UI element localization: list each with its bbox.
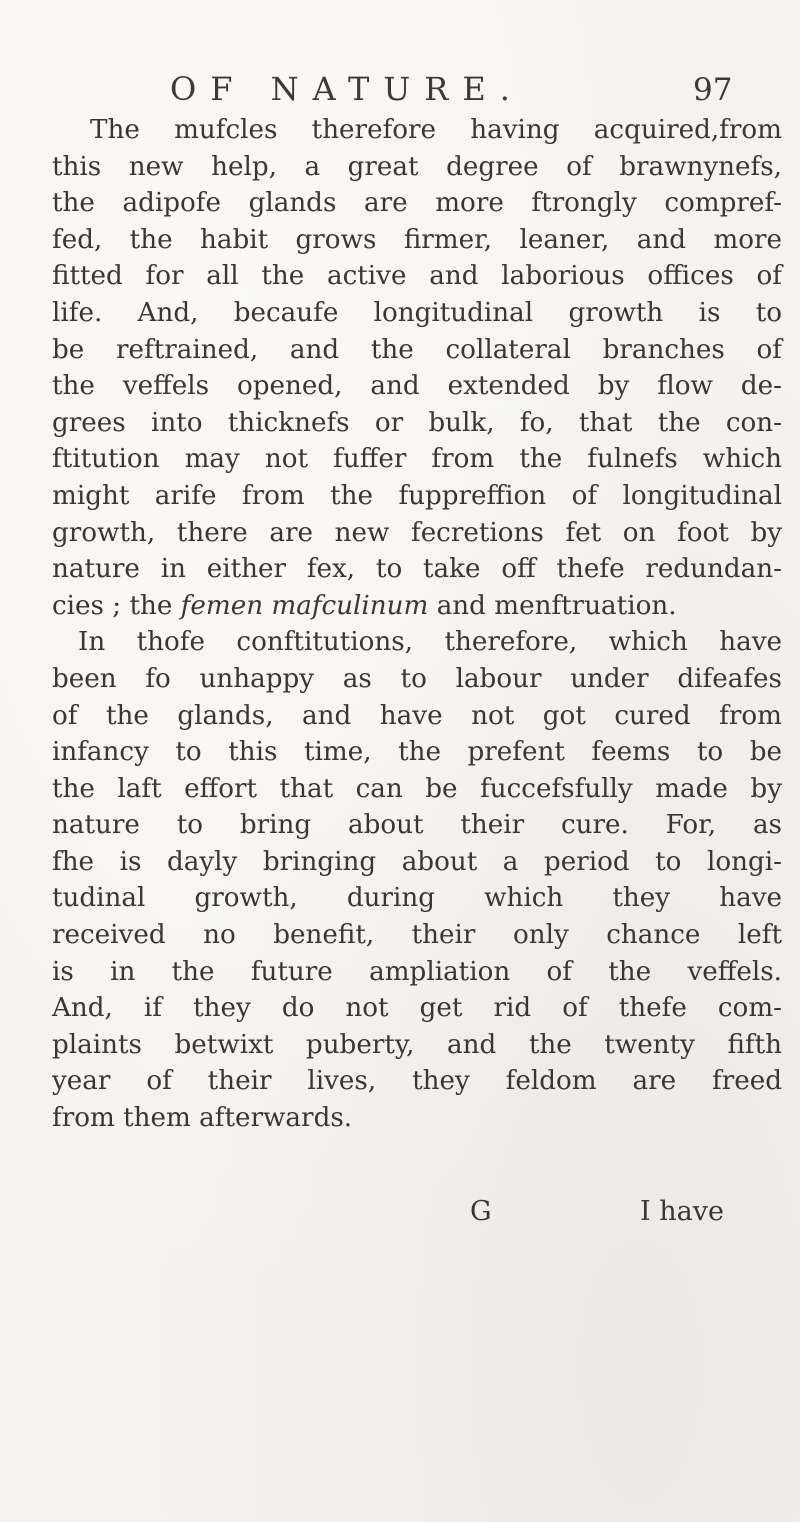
running-head-title: OF NATURE.	[170, 70, 524, 108]
text-line: nature to bring about their cure. For, as	[52, 810, 782, 841]
body-text	[52, 112, 782, 1137]
text-line: from them afterwards.	[52, 1103, 353, 1134]
italic-term: femen mafculinum	[180, 590, 429, 621]
text-line: might arife from the fuppreffion of longitudinal	[52, 480, 782, 511]
catchword: I have	[640, 1196, 724, 1227]
text-line: year of their lives, they feldom are freed	[52, 1066, 782, 1097]
text-line: the adipofe glands are more ftrongly compref-	[52, 188, 782, 219]
text-segment: cies ; the	[52, 590, 181, 621]
text-line: nature in either fex, to take off thefe redundan-	[52, 554, 782, 585]
text-line: the veffels opened, and extended by flow de-	[52, 371, 782, 402]
text-line: tudinal growth, during which they have	[52, 883, 782, 914]
text-line: this new help, a great degree of brawnynefs,	[52, 151, 782, 182]
text-line: received no benefit, their only chance left	[52, 920, 782, 951]
text-line: growth, there are new fecretions fet on foot by	[52, 517, 782, 548]
text-line: is in the future ampliation of the veffels.	[52, 956, 782, 987]
running-head	[0, 70, 800, 110]
text-line: of the glands, and have not got cured from	[52, 700, 782, 731]
text-line: fhe is dayly bringing about a period to longi-	[52, 846, 782, 877]
text-line: And, if they do not get rid of thefe com-	[52, 993, 782, 1024]
text-line: ftitution may not fuffer from the fulnefs which	[52, 444, 782, 475]
text-line: been fo unhappy as to labour under difeafes	[52, 663, 782, 694]
text-line: plaints betwixt puberty, and the twenty fifth	[52, 1029, 782, 1060]
text-line: be reftrained, and the collateral branches of	[52, 334, 782, 365]
text-segment: and menftruation.	[428, 590, 677, 621]
text-line: fed, the habit grows firmer, leaner, and more	[52, 224, 782, 255]
text-line: grees into thicknefs or bulk, fo, that the con-	[52, 407, 782, 438]
text-line: the laft effort that can be fuccefsfully made by	[52, 773, 782, 804]
text-line: In thofe conftitutions, therefore, which have	[78, 627, 782, 658]
page-number: 97	[693, 72, 733, 108]
text-line: life. And, becaufe longitudinal growth is to	[52, 297, 782, 328]
text-line: The mufcles therefore having acquired,from	[90, 115, 782, 145]
text-line: fitted for all the active and laborious offices of	[52, 261, 782, 292]
text-line: infancy to this time, the prefent feems to be	[52, 737, 782, 768]
text-line-with-italic	[52, 588, 782, 625]
signature-mark: G	[470, 1196, 492, 1227]
page-footer	[0, 1196, 800, 1236]
